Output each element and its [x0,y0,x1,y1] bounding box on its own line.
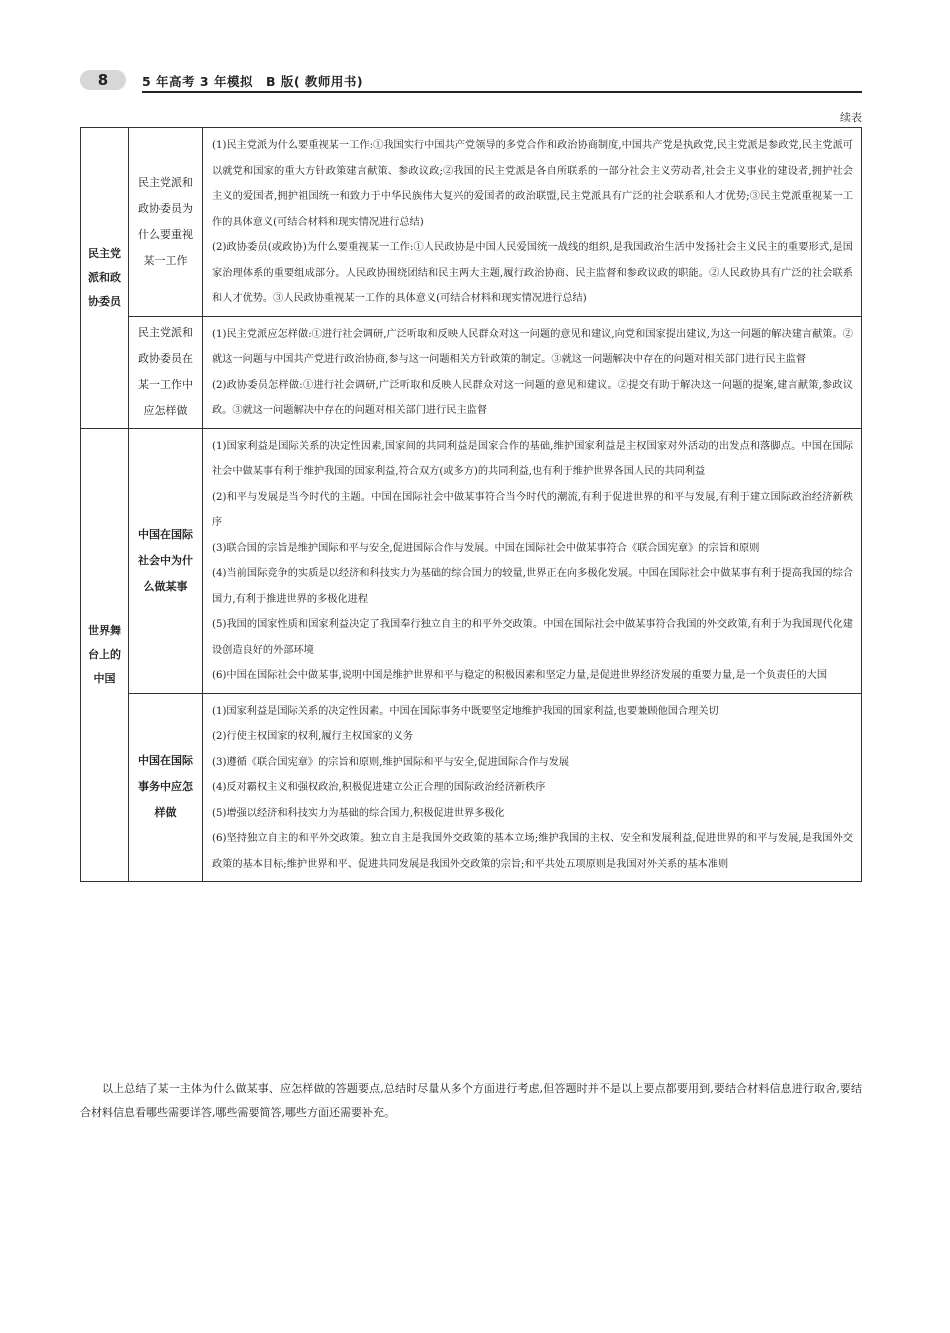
point-text: (2)政协委员(或政协)为什么要重视某一工作:①人民政协是中国人民爱国统一战线的组织,是我国政治生活中发扬社会主义民主的重要形式,是国家治理体系的重要组成部分。人民政协围绕团结和民主两大主题,履行政治协商、民主监督和参政议政的职能。②人民政协具有广泛的社会联系和人才优势。③人民政协重视某一工作的具体意义(可结合材料和现实情况进行总结) [212,242,853,304]
points-cell [203,428,862,693]
point-text: (3)遵循《联合国宪章》的宗旨和原则,维护国际和平与安全,促进国际合作与发展 [212,756,570,768]
point-text: (4)反对霸权主义和强权政治,积极促进建立公正合理的国际政治经济新秩序 [212,782,546,793]
point-text: (1)国家利益是国际关系的决定性因素。中国在国际事务中既要坚定地维护我国的国家利益,也要兼顾他国合理关切 [212,705,719,717]
continued-label: 续表 [840,111,862,124]
table-row [81,128,862,317]
summary-paragraph: 以上总结了某一主体为什么做某事、应怎样做的答题要点,总结时尽量从多个方面进行考虑,但答题时并不是以上要点都要用到,要结合材料信息进行取舍,要结合材料信息看哪些需要详答,哪些需要简答,哪些方面还需要补充。 [80,1082,862,1119]
subject-cell: 中国在国际社会中为什么做某事 [129,428,203,693]
point-text: (2)和平与发展是当今时代的主题。中国在国际社会中做某事符合当今时代的潮流,有利于促进世界的和平与发展,有利于建立国际政治经济新秩序 [212,491,853,528]
points-cell [203,693,862,882]
point-text: (3)联合国的宗旨是维护国际和平与安全,促进国际合作与发展。中国在国际社会中做某事符合《联合国宪章》的宗旨和原则 [212,542,760,554]
category-cell: 民主党派和政协委员 [81,128,129,429]
point-text: (2)行使主权国家的权利,履行主权国家的义务 [212,731,414,742]
point-text: (1)国家利益是国际关系的决定性因素,国家间的共同利益是国家合作的基础,维护国家利益是主权国家对外活动的出发点和落脚点。中国在国际社会中做某事有利于维护我国的国家利益,符合双方(或多方)的共同利益,也有利于维护世界各国人民的共同利益 [212,440,853,477]
summary-table [80,127,862,882]
page-number: 8 [80,70,126,90]
points-cell [203,316,862,428]
points-cell [203,128,862,317]
header-rule [142,91,862,93]
table-row [81,428,862,693]
point-text: (6)坚持独立自主的和平外交政策。独立自主是我国外交政策的基本立场;维护我国的主权、安全和发展利益,促进世界的和平与发展,是我国外交政策的基本目标;维护世界和平、促进共同发展是我国外交政策的宗旨;和平共处五项原则是我国对外关系的基本准则 [212,833,853,870]
point-text: (1)民主党派应怎样做:①进行社会调研,广泛听取和反映人民群众对这一问题的意见和建议,向党和国家提出建议,为这一问题的解决建言献策。②就这一问题与中国共产党进行政治协商,参与这一问题相关方针政策的制定。③就这一问题解决中存在的问题对相关部门进行民主监督 [212,328,853,365]
subject-cell: 中国在国际事务中应怎样做 [129,693,203,882]
table-row [81,693,862,882]
subject-cell: 民主党派和政协委员为什么要重视某一工作 [129,128,203,317]
subject-cell: 民主党派和政协委员在某一工作中应怎样做 [129,316,203,428]
page-header [80,70,862,94]
category-cell: 世界舞台上的中国 [81,428,129,882]
table-row [81,316,862,428]
point-text: (6)中国在国际社会中做某事,说明中国是维护世界和平与稳定的积极因素和坚定力量,是促进世界经济发展的重要力量,是一个负责任的大国 [212,670,828,681]
point-text: (2)政协委员怎样做:①进行社会调研,广泛听取和反映人民群众对这一问题的意见和建议。②提交有助于解决这一问题的提案,建言献策,参政议政。③就这一问题解决中存在的问题对相关部门进行民主监督 [212,379,853,416]
point-text: (4)当前国际竞争的实质是以经济和科技实力为基础的综合国力的较量,世界正在向多极化发展。中国在国际社会中做某事有利于提高我国的综合国力,有利于推进世界的多极化进程 [212,568,853,605]
point-text: (5)增强以经济和科技实力为基础的综合国力,积极促进世界多极化 [212,807,505,819]
book-title: 5 年高考 3 年模拟 B 版( 教师用书) [142,74,364,89]
point-text: (5)我国的国家性质和国家利益决定了我国奉行独立自主的和平外交政策。中国在国际社会中做某事符合我国的外交政策,有利于为我国现代化建设创造良好的外部环境 [212,619,853,656]
point-text: (1)民主党派为什么要重视某一工作:①我国实行中国共产党领导的多党合作和政治协商制度,中国共产党是执政党,民主党派是参政党,民主党派可以就党和国家的重大方针政策建言献策、参政议政;②我国的民主党派是各自所联系的一部分社会主义劳动者,社会主义事业的建设者,拥护社会主义的爱国者,拥护祖国统一和致力于中华民族伟大复兴的爱国者的政治联盟,民主党派具有广泛的社会联系和人才优势;③民主党派重视某一工作的具体意义(可结合材料和现实情况进行总结) [212,140,853,228]
